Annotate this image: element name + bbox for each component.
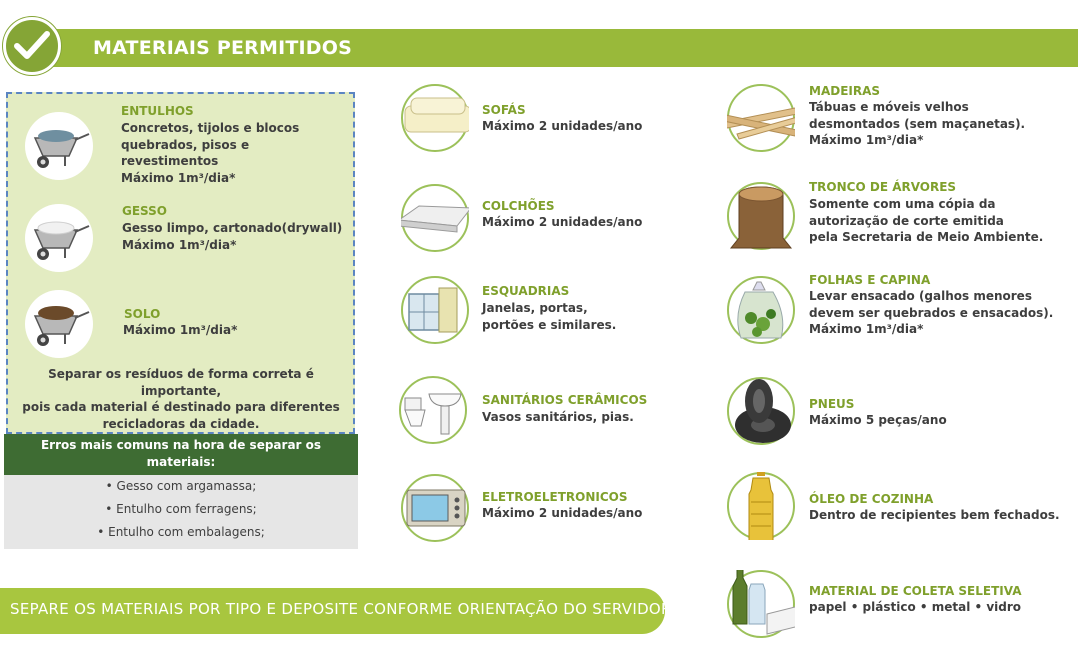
eletro-text: Máximo 2 unidades/ano (482, 506, 643, 520)
leaf-bag-icon (727, 276, 795, 344)
tronco-title: TRONCO DE ÁRVORES (809, 180, 957, 194)
mattress-icon (401, 184, 469, 252)
wheelbarrow-rubble-icon (25, 112, 93, 180)
folhas-title: FOLHAS E CAPINA (809, 273, 931, 287)
wood-planks-icon (727, 84, 795, 152)
sofa-icon (401, 84, 469, 152)
coleta-text: papel • plástico • metal • vidro (809, 600, 1022, 614)
footer-instruction: SEPARE OS MATERIAIS POR TIPO E DEPOSITE CONFORME ORIENTAÇÃO DO SERVIDOR (10, 600, 672, 618)
wheelbarrow-plaster-icon (25, 204, 93, 272)
pneus-text: Máximo 5 peças/ano (809, 413, 947, 427)
recyclables-icon (727, 570, 795, 638)
tires-icon (727, 377, 795, 445)
oleo-text: Dentro de recipientes bem fechados. (809, 508, 1060, 522)
errors-list (4, 475, 358, 549)
window-frame-icon (401, 276, 469, 344)
esquadrias-title: ESQUADRIAS (482, 284, 570, 298)
entulhos-title: ENTULHOS (121, 104, 194, 118)
colchoes-title: COLCHÕES (482, 199, 555, 213)
entulhos-text: Concretos, tijolos e blocos quebrados, pisos e revestimentos Máximo 1m³/dia* (121, 121, 300, 185)
coleta-title: MATERIAL DE COLETA SELETIVA (809, 584, 1022, 598)
sofas-title: SOFÁS (482, 103, 526, 117)
eletro-title: ELETROELETRONICOS (482, 490, 628, 504)
sofas-text: Máximo 2 unidades/ano (482, 119, 643, 133)
colchoes-text: Máximo 2 unidades/ano (482, 215, 643, 229)
solo-text: Máximo 1m³/dia* (123, 323, 238, 337)
solo-title: SOLO (124, 307, 161, 321)
folhas-text: Levar ensacado (galhos menores devem ser quebrados e ensacados). Máximo 1m³/dia* (809, 289, 1054, 336)
list-item: • Gesso com argamassa; (105, 479, 257, 493)
oleo-title: ÓLEO DE COZINHA (809, 492, 934, 506)
page-title: MATERIAIS PERMITIDOS (93, 37, 352, 59)
madeiras-text: Tábuas e móveis velhos desmontados (sem maçanetas). Máximo 1m³/dia* (809, 100, 1026, 147)
madeiras-title: MADEIRAS (809, 84, 881, 98)
wheelbarrow-soil-icon (25, 290, 93, 358)
errors-heading: Erros mais comuns na hora de separar os materiais: (4, 434, 358, 475)
sanitarios-title: SANITÁRIOS CERÂMICOS (482, 393, 648, 407)
gesso-title: GESSO (122, 204, 167, 218)
gesso-text: Gesso limpo, cartonado(drywall) Máximo 1m³/dia* (122, 221, 343, 252)
list-item: • Entulho com ferragens; (105, 502, 257, 516)
microwave-icon (401, 474, 469, 542)
check-icon (3, 17, 61, 75)
esquadrias-text: Janelas, portas, portões e similares. (482, 301, 617, 332)
tree-stump-icon (727, 182, 795, 250)
separation-note: Separar os resíduos de forma correta é importante, pois cada material é destinado para diferentes recicladoras da cidade. (22, 367, 340, 431)
oil-bottle-icon (727, 472, 795, 540)
pneus-title: PNEUS (809, 397, 855, 411)
tronco-text: Somente com uma cópia da autorização de corte emitida pela Secretaria de Meio Ambiente. (809, 197, 1044, 244)
list-item: • Entulho com embalagens; (97, 525, 265, 539)
toilet-sink-icon (399, 376, 467, 444)
sanitarios-text: Vasos sanitários, pias. (482, 410, 634, 424)
